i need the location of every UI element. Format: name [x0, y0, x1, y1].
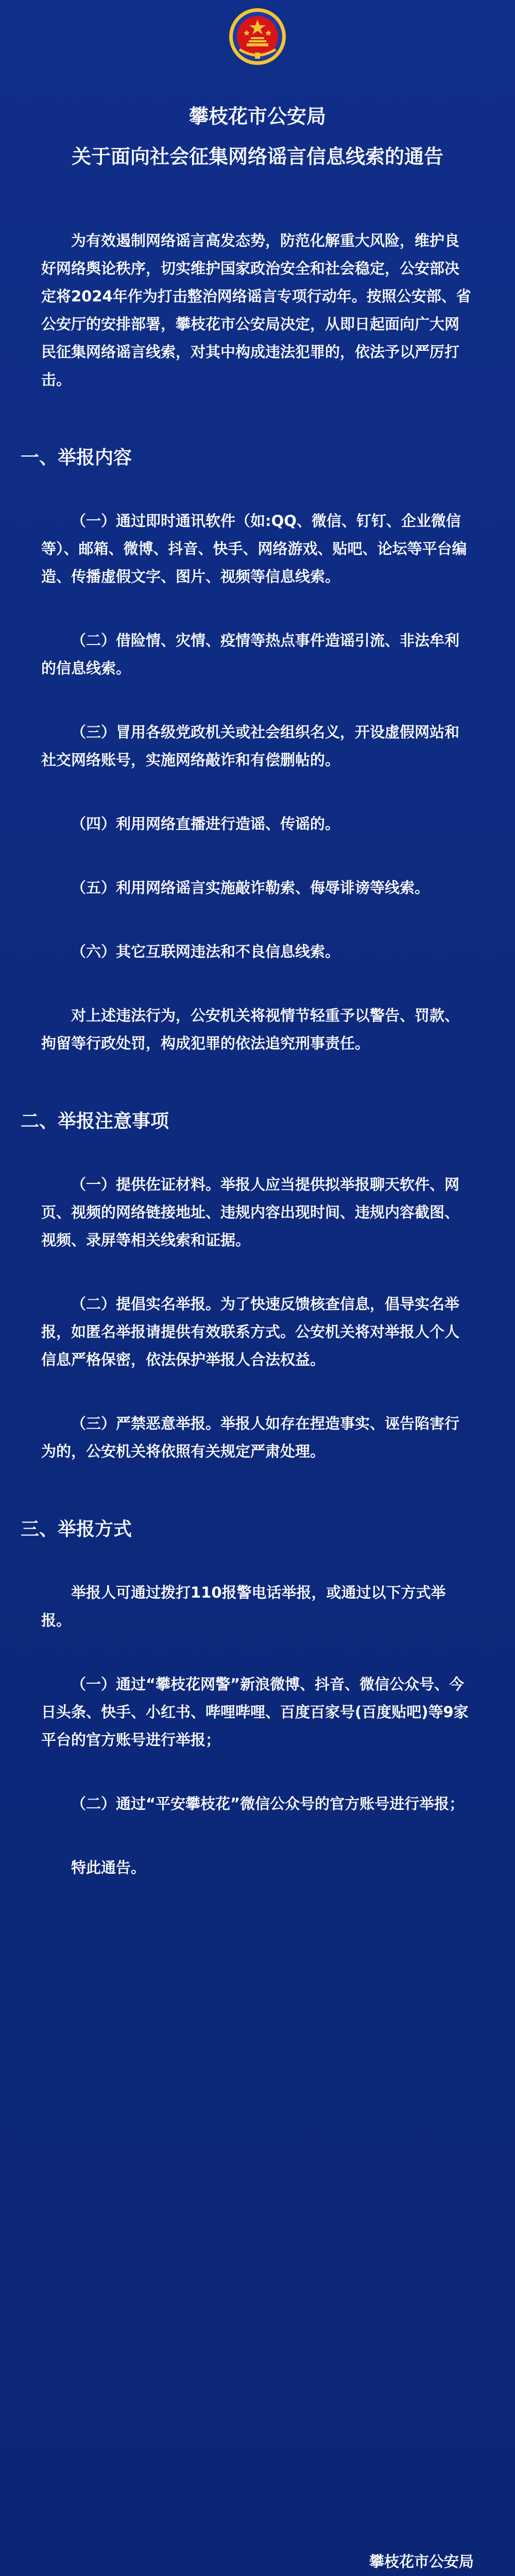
- signature-org: 攀枝花市公安局: [369, 2553, 474, 2570]
- notice-body: [21, 227, 474, 1943]
- report-content-item: （三）冒用各级党政机关或社会组织名义，开设虚假网站和社交网络账号，实施网络敲诈和有偿删帖的。: [41, 723, 460, 769]
- section-title-report-methods: 三、举报方式: [21, 1519, 132, 1540]
- page-title: 攀枝花市公安局: [188, 105, 326, 128]
- report-content-item: （五）利用网络谣言实施敲诈勒索、侮辱诽谤等线索。: [71, 879, 430, 896]
- report-notes-item: （一）提供佐证材料。举报人应当提供拟举报聊天软件、网页、视频的网络链接地址、违规内容出现时间、违规内容截图、视频、录屏等相关线索和证据。: [41, 1176, 460, 1249]
- report-notes-item: （三）严禁恶意举报。举报人如存在捏造事实、诬告陷害行为的，公安机关将依照有关规定严肃处理。: [41, 1415, 460, 1460]
- police-emblem-icon: [228, 7, 287, 66]
- section-title-report-notes: 二、举报注意事项: [21, 1111, 169, 1132]
- report-methods-item: （一）通过“攀枝花网警”新浪微博、抖音、微信公众号、今日头条、快手、小红书、哔哩哔哩、百度百家号(百度贴吧)等9家平台的官方账号进行举报；: [41, 1675, 469, 1749]
- closing-text: 特此通告。: [71, 1859, 146, 1876]
- section-title-report-content: 一、举报内容: [21, 447, 132, 468]
- report-notes-item: （二）提倡实名举报。为了快速反馈核查信息，倡导实名举报，如匿名举报请提供有效联系方式。公安机关将对举报人个人信息严格保密，依法保护举报人合法权益。: [41, 1295, 460, 1368]
- report-methods-item: 举报人可通过拨打110报警电话举报，或通过以下方式举报。: [41, 1584, 446, 1629]
- notice-subtitle: 关于面向社会征集网络谣言信息线索的通告: [71, 145, 443, 168]
- report-content-item: （六）其它互联网违法和不良信息线索。: [71, 943, 340, 960]
- report-content-item: （一）通过即时通讯软件（如:QQ、微信、钉钉、企业微信等）、邮箱、微博、抖音、快手、网络游戏、贴吧、论坛等平台编造、传播虚假文字、图片、视频等信息线索。: [41, 512, 467, 585]
- intro-paragraph: 为有效遏制网络谣言高发态势，防范化解重大风险，维护良好网络舆论秩序，切实维护国家政治安全和社会稳定，公安部决定将2024年作为打击整治网络谣言专项行动年。按照公安部、省公安厅的安排部署，攀枝花市公安局决定，从即日起面向广大网民征集网络谣言线索，对其中构成违法犯罪的，依法予以严厉打击。: [41, 232, 471, 388]
- report-content-item: （四）利用网络直播进行造谣、传谣的。: [71, 815, 340, 833]
- penalty-paragraph: 对上述违法行为，公安机关将视情节轻重予以警告、罚款、拘留等行政处罚，构成犯罪的依法追究刑事责任。: [41, 1007, 460, 1052]
- report-methods-item: （二）通过“平安攀枝花”微信公众号的官方账号进行举报；: [71, 1795, 465, 1812]
- report-content-item: （二）借险情、灾情、疫情等热点事件造谣引流、非法牟利的信息线索。: [41, 632, 460, 677]
